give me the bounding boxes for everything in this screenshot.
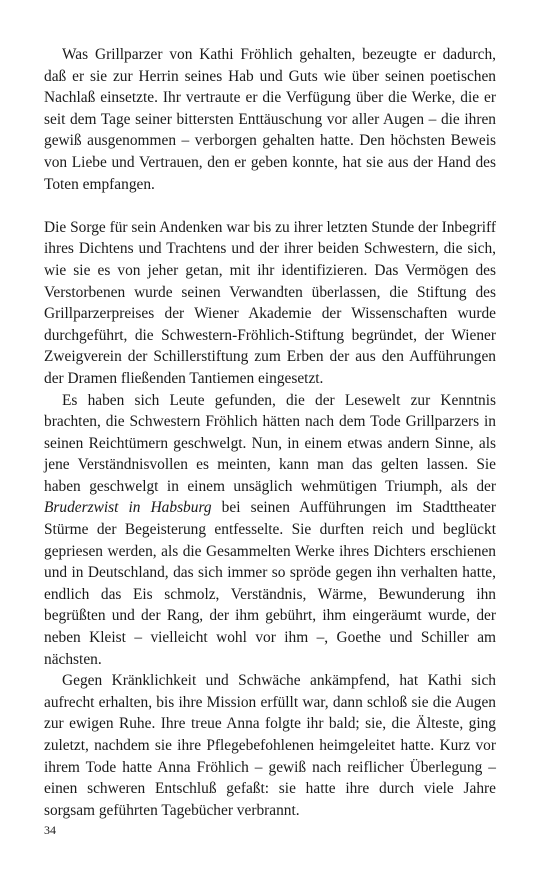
paragraph-1-text: Was Grillparzer von Kathi Fröhlich gehalten, bezeugte er dadurch, daß er sie zur Herrin seines Hab und Guts wie über seinen poetischen Nachlaß einsetzte. Ihr vertraute er die Verfügung über die Werke, die er seit dem Tage seiner bittersten Enttäuschung vor aller Augen – die ihren gewiß ausgenommen – verborgen gehalten hatte. Den höchsten Beweis von Liebe und Vertrauen, den er geben konnte, hat sie aus der Hand des Toten empfangen. [44,46,496,193]
paragraph-3-text-b: bei seinen Aufführungen im Stadttheater Stürme der Begeisterung entfesselte. Sie durften reich und beglückt gepriesen werden, als die Gesammelten Werke ihres Dichters erschienen und in Deutschland, das sich immer so spröde gegen ihn verhalten hatte, endlich das Eis schmolz, Verständnis, Wärme, Bewunderung ihn begrüßten und der Rang, der ihm gebührt, ihm eingeräumt wurde, der neben Kleist – vielleicht wohl vor ihm –, Goethe und Schiller am nächsten. [44,499,496,668]
paragraph-2 [44,217,496,390]
page-number: 34 [44,823,56,837]
paragraph-3-text-a: Es haben sich Leute gefunden, die der Lesewelt zur Kenntnis brachten, die Schwestern Fröhlich hätten nach dem Tode Grillparzers in seinen Reichtümern geschwelgt. Nun, in einem etwas andern Sinne, als jene Verständnisvollen es meinten, kann man das gelten lassen. Sie haben geschwelgt in einem unsäglich wehmütigen Triumph, als der [44,391,496,495]
paragraph-2-text: Die Sorge für sein Andenken war bis zu ihrer letzten Stunde der Inbegriff ihres Dichtens und Trachtens und der ihrer beiden Schwestern, die sich, wie sie es von jeher getan, mit ihr identifizieren. Das Vermögen des Verstorbenen wurde seinen Verwandten überlassen, die Stiftung des Grillparzerpreises der Wiener Akademie der Wissenschaften wurde durchgeführt, die Schwestern-Fröhlich-Stiftung begründet, der Wiener Zweigverein der Schillerstiftung zum Erben der aus den Aufführungen der Dramen fließenden Tantiemen eingesetzt. [44,218,496,387]
paragraph-4 [44,670,496,821]
play-title-bruderzwist: Bruderzwist in Habsburg [44,499,212,517]
paragraph-gap [44,195,496,217]
page-body [44,44,496,821]
paragraph-1 [44,44,496,195]
paragraph-3 [44,390,496,671]
paragraph-4-text: Gegen Kränklichkeit und Schwäche ankämpfend, hat Kathi sich aufrecht erhalten, bis ihre Mission erfüllt war, dann schloß sie die Augen zur ewigen Ruhe. Ihre treue Anna folgte ihr bald; sie, die Älteste, ging zuletzt, nachdem sie ihre Pflegebefohlenen heimgeleitet hatte. Kurz vor ihrem Tode hatte Anna Fröhlich – gewiß nach reiflicher Überlegung – einen schweren Entschluß gefaßt: sie hatte ihre durch viele Jahre sorgsam geführten Tagebücher verbrannt. [44,672,496,819]
